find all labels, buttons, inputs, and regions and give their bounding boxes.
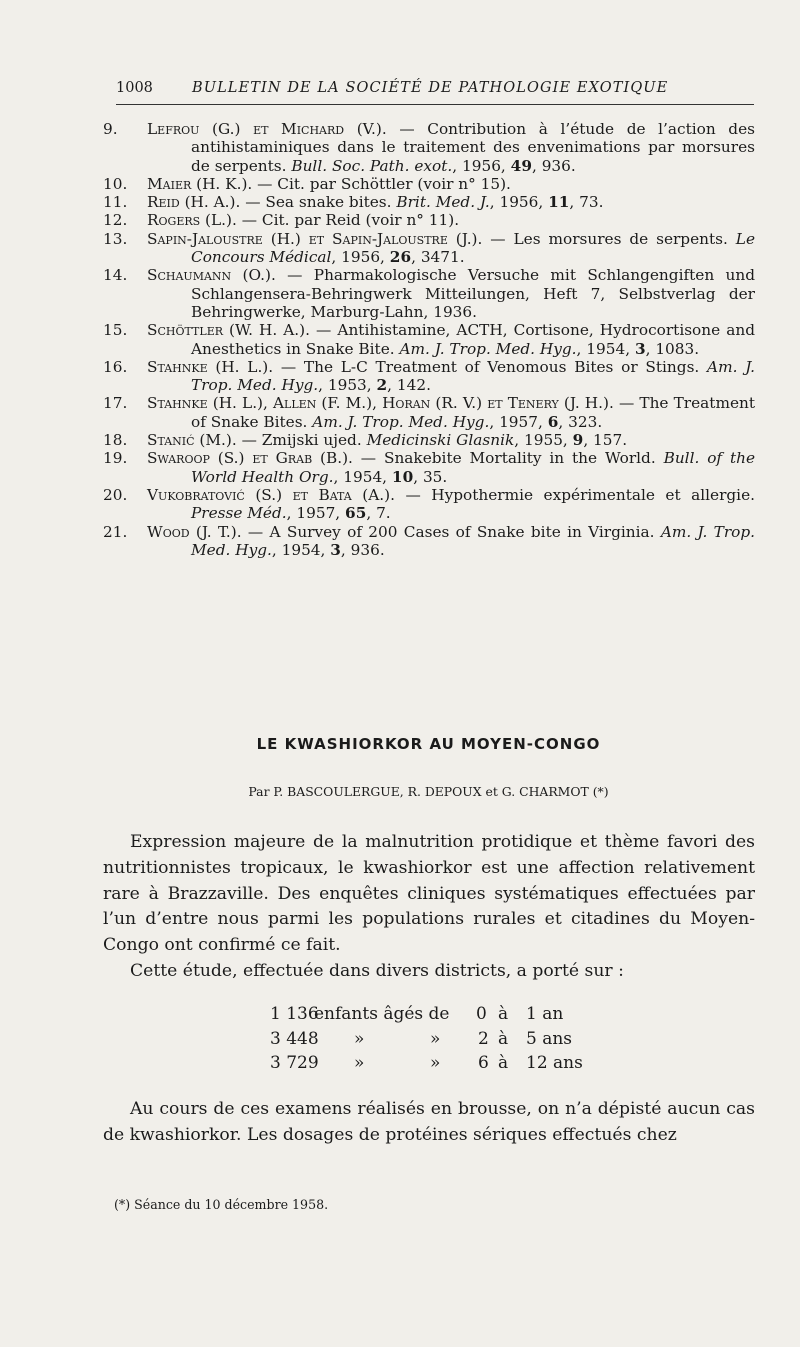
reference-author: Lefrou (G.) et Michard (V.). [147, 120, 387, 138]
reference-author: Maier (H. K.). [147, 174, 253, 193]
reference-item [103, 120, 755, 175]
reference-source: Presse Méd. [191, 504, 287, 523]
row-label-2: » [430, 1028, 441, 1049]
article-body-continued [103, 1097, 755, 1149]
reference-item [103, 486, 755, 523]
reference-text: — Pharmakologische Versuche mit Schlangengiften und Schlangensera-Behringwerk Mitteilungen, Heft 7, Selbstverlag der Behringwerke, Marburg-Lahn, 1936. [191, 266, 756, 321]
row-count: 1 136 [270, 1004, 319, 1024]
reference-pages: , 142. [387, 376, 431, 395]
reference-number: 16. [103, 357, 128, 376]
reference-text: — Cit. par Schöttler (voir n° 15). [252, 174, 511, 193]
reference-list [103, 120, 755, 559]
reference-item [103, 523, 755, 560]
row-sep: à [498, 1028, 509, 1049]
reference-item [103, 358, 755, 395]
reference-year: , 1953, [318, 376, 377, 395]
row-from: 6 [478, 1053, 489, 1073]
page-number: 1008 [116, 80, 153, 96]
reference-volume: 10 [391, 467, 414, 486]
reference-pages: , 73. [569, 193, 604, 212]
reference-year: , 1954, [576, 339, 635, 358]
reference-item [103, 449, 755, 486]
running-head [116, 80, 756, 104]
reference-volume: 11 [548, 193, 570, 212]
reference-source: Am. J. Trop. Med. Hyg. [191, 522, 756, 559]
reference-pages: , 323. [558, 412, 603, 431]
reference-volume: 6 [547, 412, 559, 431]
reference-volume: 3 [330, 540, 341, 559]
reference-text: — Snakebite Mortality in the World. [352, 449, 664, 468]
reference-year: , 1954, [271, 540, 331, 559]
reference-text: — Les morsures de serpents. [482, 229, 736, 248]
reference-volume: 3 [634, 339, 646, 358]
reference-item [103, 211, 755, 229]
reference-number: 10. [103, 174, 128, 193]
article-body [103, 830, 755, 985]
reference-year: , 1957, [286, 504, 346, 523]
reference-number: 21. [103, 522, 128, 541]
reference-text: — Cit. par Reid (voir n° 11). [236, 211, 460, 230]
reference-source: Medicinski Glasnik [366, 431, 515, 450]
reference-source: Am. J. Trop. Med. Hyg. [191, 357, 755, 395]
row-to: 12 ans [526, 1053, 583, 1073]
row-to: 5 ans [526, 1028, 573, 1049]
reference-source: Brit. Med. J. [396, 193, 490, 212]
header-rule [116, 104, 754, 105]
reference-year: , 1957, [489, 412, 548, 431]
reference-author: Sapin-Jaloustre (H.) et Sapin-Jaloustre (J.). [147, 229, 483, 248]
reference-source: Bull. of the World Health Org. [191, 449, 756, 486]
paragraph-intro: Expression majeure de la malnutrition protidique et thème favori des nutritionnistes tropicaux, le kwashiorkor est une affection relativement rare à Brazzaville. Des enquêtes cliniques systématiques effectuées par l’un d’entre nous parmi les populations rurales et citadines du Moyen-Congo ont confirmé ce fait. [103, 832, 755, 956]
reference-item [103, 175, 755, 193]
paragraph-findings: Au cours de ces examens réalisés en brousse, on n’a dépisté aucun cas de kwashiorkor. Les dosages de protéines sériques effectués chez [103, 1099, 755, 1145]
row-label: » [354, 1028, 365, 1049]
row-from: 0 [476, 1004, 487, 1024]
row-label: » [354, 1053, 365, 1073]
reference-volume: 65 [345, 504, 367, 523]
row-count: 3 729 [270, 1053, 319, 1073]
reference-author: Stahnke (H. L.), Allen (F. M.), Horan (R. V.) et Tenery (J. H.). [147, 394, 614, 413]
reference-source: Am. J. Trop. Med. Hyg. [312, 412, 490, 431]
reference-number: 15. [103, 321, 128, 340]
reference-number: 20. [103, 485, 128, 504]
reference-pages: , 3471. [411, 248, 465, 267]
reference-year: , 1956, [489, 193, 549, 212]
row-count: 3 448 [270, 1028, 319, 1049]
reference-pages: , 936. [531, 156, 576, 175]
reference-number: 14. [103, 266, 128, 285]
reference-item [103, 321, 755, 358]
row-label-2: » [430, 1053, 441, 1073]
reference-pages: , 7. [366, 504, 391, 523]
reference-item [103, 230, 755, 267]
reference-volume: 9 [572, 431, 584, 450]
article-title: LE KWASHIORKOR AU MOYEN-CONGO [256, 735, 601, 753]
reference-text: — Hypothermie expérimentale et allergie. [394, 485, 755, 504]
reference-number: 12. [103, 211, 128, 230]
reference-pages: , 157. [583, 431, 628, 450]
reference-number: 13. [103, 229, 128, 248]
reference-number: 19. [103, 449, 128, 468]
reference-author: Reid (H. A.). [147, 193, 241, 212]
reference-pages: , 936. [340, 540, 385, 559]
reference-author: Wood (J. T.). [147, 522, 242, 541]
reference-author: Stahnke (H. L.). [147, 357, 274, 376]
reference-year: , 1954, [333, 467, 392, 486]
reference-number: 9. [103, 120, 118, 138]
running-title: BULLETIN DE LA SOCIÉTÉ DE PATHOLOGIE EXOTIQUE [192, 80, 669, 96]
row-to: 1 an [526, 1004, 564, 1024]
reference-text: — The Treatment of Snake Bites. [191, 394, 755, 431]
reference-year: , 1955, [514, 431, 573, 450]
reference-volume: 2 [376, 376, 388, 395]
reference-pages: , 1083. [645, 339, 700, 358]
reference-text: — Antihistamine, ACTH, Cortisone, Hydrocortisone and Anesthetics in Snake Bite. [191, 321, 755, 358]
reference-author: Schaumann (O.). [147, 266, 276, 285]
reference-number: 17. [103, 394, 128, 413]
reference-author: Vukobratović (S.) et Bata (A.). [147, 485, 395, 504]
reference-item [103, 193, 755, 211]
reference-text: — Sea snake bites. [240, 193, 397, 212]
row-sep: à [498, 1053, 509, 1073]
row-from: 2 [478, 1028, 489, 1049]
reference-source: Le Concours Médical [191, 229, 755, 267]
reference-author: Swaroop (S.) et Grab (B.). [147, 449, 353, 468]
article-authors: Par P. BASCOULERGUE, R. DEPOUX et G. CHARMOT (*) [248, 784, 609, 799]
reference-text: — The L-C Treatment of Venomous Bites or Stings. [273, 357, 708, 376]
reference-item [103, 394, 755, 431]
reference-item [103, 266, 755, 321]
reference-text: — Contribution à l’étude de l’action des antihistaminiques dans le traitement des envenimations par morsures de serpents. [191, 120, 755, 175]
reference-year: , 1956, [452, 156, 511, 175]
reference-author: Schöttler (W. H. A.). [147, 321, 310, 340]
reference-author: Rogers (L.). [147, 211, 237, 230]
row-sep: à [498, 1004, 509, 1024]
reference-pages: , 35. [413, 467, 448, 486]
reference-author: Stanić (M.). [147, 431, 237, 450]
paragraph-study: Cette étude, effectuée dans divers districts, a porté sur : [130, 960, 624, 981]
reference-source: Am. J. Trop. Med. Hyg. [399, 339, 577, 358]
reference-text: — A Survey of 200 Cases of Snake bite in Virginia. [241, 522, 661, 541]
reference-source: Bull. Soc. Path. exot. [291, 156, 453, 175]
reference-number: 18. [103, 431, 128, 450]
reference-number: 11. [103, 193, 128, 212]
reference-volume: 26 [389, 248, 412, 267]
row-label: enfants âgés de [314, 1004, 450, 1024]
reference-item [103, 431, 755, 449]
reference-year: , 1956, [331, 248, 390, 267]
reference-volume: 49 [510, 156, 532, 175]
reference-text: — Zmijski ujed. [236, 431, 367, 450]
footnote: (*) Séance du 10 décembre 1958. [114, 1197, 329, 1212]
